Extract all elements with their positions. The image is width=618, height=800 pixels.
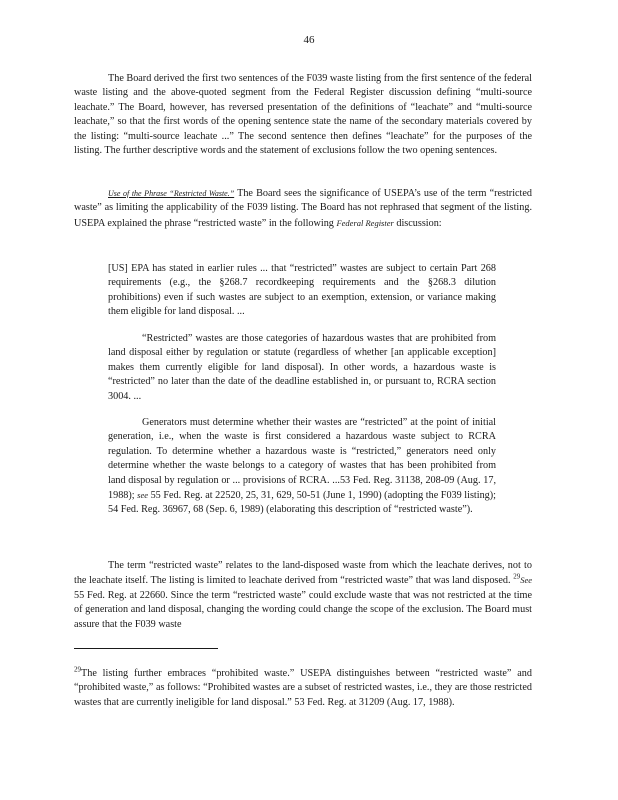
footnote-separator: [74, 648, 218, 649]
citation-federal-register: Federal Register: [336, 217, 394, 228]
quote-text: Generators must determine whether their wastes are “restricted” at the point of initial generation, i.e., when the waste is first considered a hazardous waste subject to RCRA regulation. To determine whether a hazardous waste is “restricted,” generators need only determine whether the waste belongs to a category of wastes that has been prohibited from land disposal by regulation or ... provisions of RCRA. ...53 Fed. Reg. 31138, 208-09 (Aug. 17, 1988);: [108, 417, 496, 502]
block-quote-3: [108, 416, 496, 518]
footnote-reference[interactable]: 29: [513, 573, 521, 582]
block-quote-1: [US] EPA has stated in earlier rules ... that “restricted” wastes are subject to certain Part 268 requirements (e.g., the §268.7 recordkeeping requirements and the §268.3 dilution prohibitions) even if such wastes are subject to an exemption, extension, or variance making them eligible for land disposal. ...: [108, 263, 496, 318]
paragraph-derivation: The Board derived the first two sentences of the F039 waste listing from the first sentence of the federal waste listing and the above-quoted segment from the Federal Register discussion defining “multi-source leachate.” The Board, however, has reversed presentation of the definitions of “leachate” and “multi-source leachate,” so that the first words of the opening sentence state the name of the secondary materials covered by the listing: “multi-source leachate ...” The second sentence then defines “leachate” for the purposes of the listing. The further descriptive words and the statement of exclusions follow the two opening sentences.: [74, 73, 532, 157]
block-quote-2: “Restricted” wastes are those categories of hazardous wastes that are prohibited from land disposal either by regulation or statute (regardless of whether [an applicable exception] makes them currently eligible for land disposal). In other words, a hazardous waste is “restricted” no later than the date of the deadline established in, or pursuant to, RCRA section 3004. ...: [108, 333, 496, 402]
paragraph-text-end: 55 Fed. Reg. at 22660. Since the term “restricted waste” could exclude waste that was not restricted at the time of generation and land disposal, changing the wording could change the scope of the exclusion. The Board must assure that the F039 waste: [74, 589, 532, 630]
paragraph-text: The term “restricted waste” relates to the land-disposed waste from which the leachate derives, not to the leachate itself. The listing is limited to leachate derived from “restricted waste” that was land disposed.: [74, 560, 532, 587]
signal-see: see: [137, 490, 149, 501]
paragraph-text-end: discussion:: [393, 217, 442, 229]
footnote-text: The listing further embraces “prohibited waste.” USEPA distinguishes between “restricted waste” and “prohibited waste,” as follows: “Prohibited wastes are a subset of restricted wastes, i.e., they are those restricted wastes that are currently ineligible for land disposal.” 53 Fed. Reg. at 31209 (Aug. 17, 1988).: [74, 668, 532, 708]
page-number: 46: [303, 34, 315, 46]
section-heading: Use of the Phrase “Restricted Waste.”: [108, 189, 235, 198]
paragraph-text: The Board sees the significance of USEPA’s use of the term “restricted waste” as limiting the applicability of the F039 listing. The Board has not rephrased that segment of the listing. USEPA explained the phrase “restricted waste” in the following: [74, 188, 532, 229]
quote-text-end: 55 Fed. Reg. at 22520, 25, 31, 629, 50-51 (June 1, 1990) (adopting the F039 listing); 54 Fed. Reg. 36967, 68 (Sep. 6, 1989) (elaborating this description of “restricted waste”).: [108, 490, 496, 516]
signal-see: See: [520, 575, 532, 586]
paragraph-leachate: [74, 559, 532, 632]
paragraph-restricted-waste: [74, 187, 532, 231]
footnote: [74, 667, 532, 710]
footnote-number: 29: [74, 665, 81, 674]
